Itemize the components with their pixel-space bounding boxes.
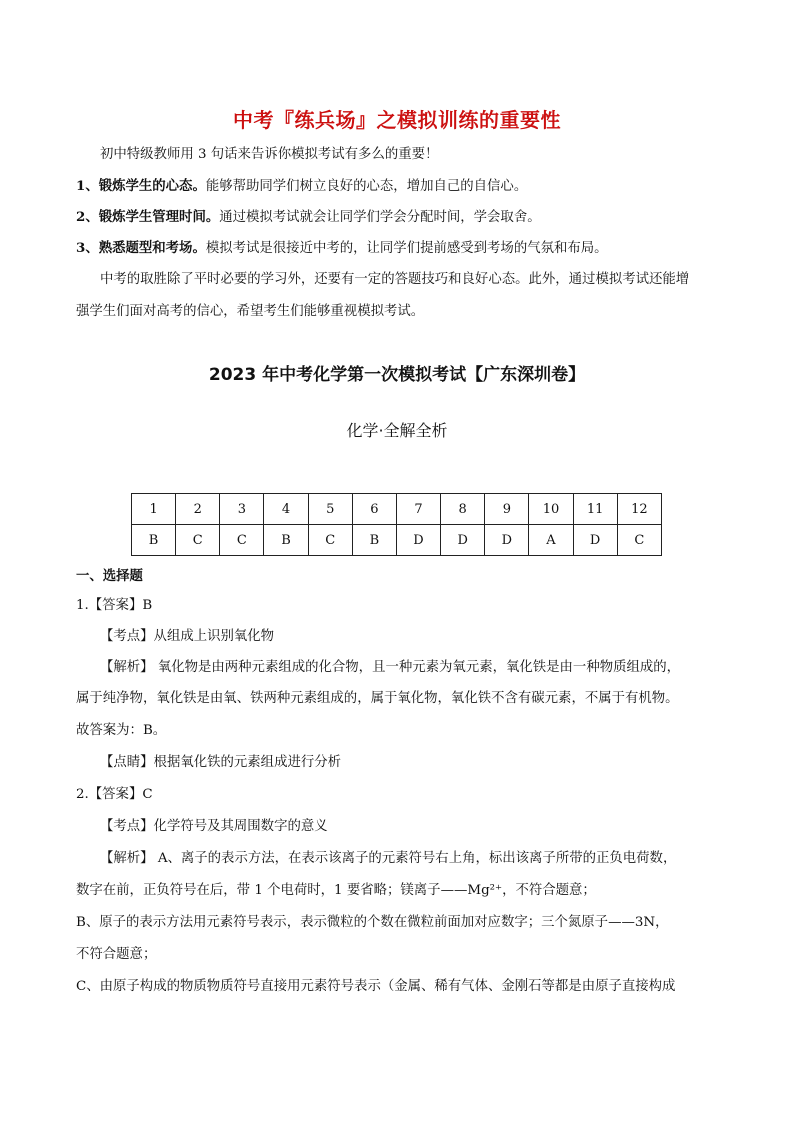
q1-answer: 1.【答案】B xyxy=(76,598,153,613)
answer-table-number-row xyxy=(132,494,662,525)
promo-point-3 xyxy=(76,238,726,259)
answer-cell: B xyxy=(132,525,176,556)
question-number-cell: 5 xyxy=(308,494,352,525)
exam-title: 2023 年中考化学第一次模拟考试【广东深圳卷】 xyxy=(208,365,586,385)
promo-point-label: 1、锻炼学生的心态。 xyxy=(76,178,206,194)
question-number-cell: 9 xyxy=(485,494,529,525)
answer-cell: B xyxy=(264,525,308,556)
promo-intro: 初中特级教师用 3 句话来告诉你模拟考试有多么的重要！ xyxy=(100,147,439,162)
answer-cell: D xyxy=(441,525,485,556)
question-number-cell: 8 xyxy=(441,494,485,525)
question-number-cell: 6 xyxy=(352,494,396,525)
q1-point: 【考点】从组成上识别氧化物 xyxy=(100,629,275,644)
q2-analysis-line-4: 不符合题意； xyxy=(76,947,157,962)
promo-point-1 xyxy=(76,176,726,197)
promo-point-label: 3、熟悉题型和考场。 xyxy=(76,240,206,256)
promo-point-2 xyxy=(76,207,726,228)
q1-analysis-line-1: 【解析】 氧化物是由两种元素组成的化合物，且一种元素为氧元素，氧化铁是由一种物质组成的， xyxy=(100,660,681,675)
answer-cell: C xyxy=(176,525,220,556)
q1-tip: 【点睛】根据氧化铁的元素组成进行分析 xyxy=(100,755,342,770)
q2-point: 【考点】化学符号及其周围数字的意义 xyxy=(100,819,328,834)
section-title: 一、选择题 xyxy=(76,569,143,584)
promo-point-label: 2、锻炼学生管理时间。 xyxy=(76,209,220,225)
answer-cell: B xyxy=(352,525,396,556)
answer-cell: D xyxy=(573,525,617,556)
q2-analysis-line-2: 数字在前，正负符号在后，带 1 个电荷时，1 要省略；镁离子——Mg²⁺，不符合题意； xyxy=(76,883,596,898)
q2-analysis-line-3: B、原子的表示方法用元素符号表示，表示微粒的个数在微粒前面加对应数字；三个氮原子——3N， xyxy=(76,915,669,930)
promo-paragraph-line-2: 强学生们面对高考的信心，希望考生们能够重视模拟考试。 xyxy=(76,304,425,319)
question-number-cell: 3 xyxy=(220,494,264,525)
answer-cell: D xyxy=(485,525,529,556)
question-number-cell: 1 xyxy=(132,494,176,525)
answer-cell: C xyxy=(220,525,264,556)
exam-subtitle: 化学·全解全析 xyxy=(346,421,448,440)
q1-analysis-line-3: 故答案为：B。 xyxy=(76,723,167,738)
answer-cell: C xyxy=(617,525,661,556)
answer-cell: A xyxy=(529,525,573,556)
question-number-cell: 10 xyxy=(529,494,573,525)
answer-table-answer-row xyxy=(132,525,662,556)
question-number-cell: 12 xyxy=(617,494,661,525)
promo-point-text: 模拟考试是很接近中考的，让同学们提前感受到考场的气氛和布局。 xyxy=(205,241,608,256)
promo-point-text: 能够帮助同学们树立良好的心态，增加自己的自信心。 xyxy=(205,179,528,194)
q2-analysis-line-5: C、由原子构成的物质物质符号直接用元素符号表示（金属、稀有气体、金刚石等都是由原子直接构成 xyxy=(76,979,676,994)
answer-cell: D xyxy=(396,525,440,556)
answer-cell: C xyxy=(308,525,352,556)
promo-paragraph-line-1: 中考的取胜除了平时必要的学习外，还要有一定的答题技巧和良好心态。此外，通过模拟考试还能增 xyxy=(100,272,690,287)
question-number-cell: 11 xyxy=(573,494,617,525)
question-number-cell: 2 xyxy=(176,494,220,525)
q2-answer: 2.【答案】C xyxy=(76,787,153,802)
question-number-cell: 4 xyxy=(264,494,308,525)
q2-analysis-line-1: 【解析】 A、离子的表示方法，在表示该离子的元素符号右上角，标出该离子所带的正负电荷数， xyxy=(100,851,677,866)
answer-table xyxy=(131,493,662,556)
question-number-cell: 7 xyxy=(396,494,440,525)
q1-analysis-line-2: 属于纯净物，氧化铁是由氧、铁两种元素组成的，属于氧化物，氧化铁不含有碳元素，不属于有机物。 xyxy=(76,691,679,706)
promo-title: 中考『练兵场』之模拟训练的重要性 xyxy=(233,108,561,132)
promo-point-text: 通过模拟考试就会让同学们学会分配时间，学会取舍。 xyxy=(219,210,541,225)
